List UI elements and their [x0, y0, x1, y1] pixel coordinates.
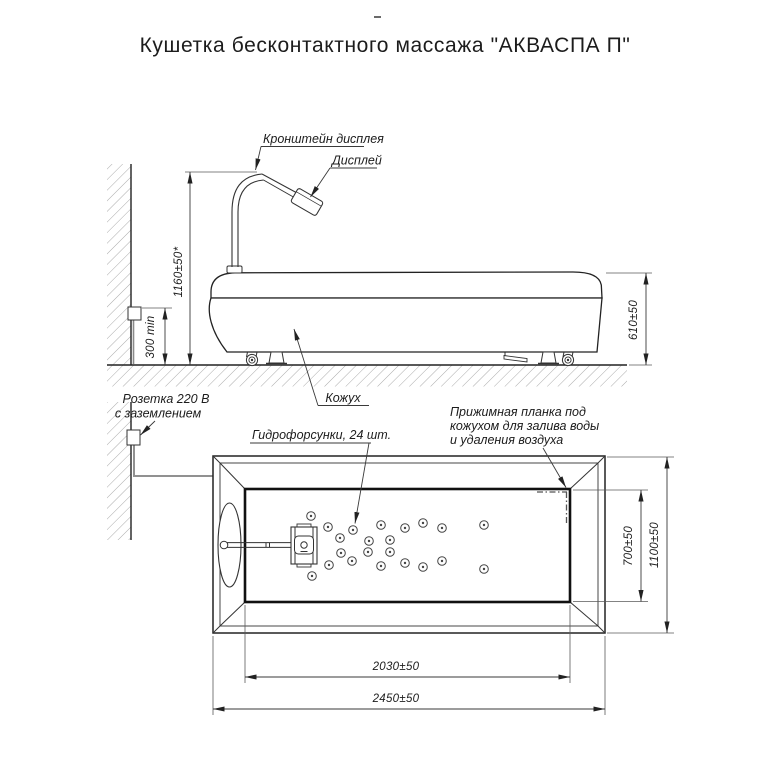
socket-label-2: с заземлением — [114, 406, 202, 421]
drain-lever — [504, 353, 527, 363]
nozzle — [419, 563, 428, 572]
side-view — [107, 132, 652, 406]
power-socket — [128, 307, 141, 320]
display-label: Дисплей — [332, 153, 382, 168]
socket-height-value: 300 min — [145, 315, 157, 359]
display-bracket-arm — [227, 174, 298, 273]
nozzle — [438, 524, 447, 533]
leveling-foot-right — [538, 352, 559, 364]
caster-wheel-right — [562, 352, 573, 366]
nozzle — [386, 536, 395, 545]
power-cable — [134, 445, 214, 476]
floor-hatch — [107, 366, 627, 387]
nozzles-label: Гидрофорсунки, 24 шт. — [252, 428, 392, 442]
display-height-value: 1160±50* — [173, 246, 185, 298]
nozzle — [377, 562, 386, 571]
inner-width-value: 700±50 — [623, 525, 635, 567]
couch-height-value: 610±50 — [628, 299, 640, 341]
wall-hatch — [107, 164, 131, 365]
outer-width-value: 1100±50 — [649, 522, 661, 568]
callout-display — [311, 154, 382, 198]
nozzle — [377, 521, 386, 530]
nozzle — [386, 548, 395, 557]
cover-label: Кожух — [325, 391, 361, 405]
nozzle — [401, 524, 410, 533]
dimension-socket-height — [142, 308, 172, 365]
nozzle — [419, 519, 428, 528]
caster-wheel-left — [246, 352, 257, 366]
nozzle — [480, 521, 489, 530]
nozzle — [337, 549, 346, 558]
nozzle — [308, 572, 317, 581]
nozzle — [307, 512, 316, 521]
couch-casing — [209, 298, 602, 352]
nozzle — [336, 534, 345, 543]
plank-label-3: и удаления воздуха — [450, 433, 564, 447]
nozzle — [348, 557, 357, 566]
leveling-foot-left — [266, 352, 287, 364]
bracket-base-box — [291, 524, 317, 567]
nozzle — [324, 523, 333, 532]
dimension-couch-height — [606, 273, 652, 365]
bracket-label: Кронштейн дисплея — [263, 132, 384, 146]
wall-hatch-lower — [107, 402, 131, 540]
dimension-outer-width — [607, 457, 674, 633]
couch-lid — [211, 272, 602, 298]
nozzle — [364, 548, 373, 557]
power-socket-plan — [127, 430, 140, 445]
nozzle — [365, 537, 374, 546]
plank-label-1: Прижимная планка под — [450, 405, 586, 419]
inner-length-value: 2030±50 — [372, 661, 420, 673]
plan-view — [107, 392, 674, 715]
drawing-title: Кушетка бесконтактного массажа "АКВАСПА П" — [139, 34, 631, 57]
svg-text:Розетка 220 В: Розетка 220 В — [122, 392, 210, 406]
outer-length-value: 2450±50 — [372, 693, 420, 705]
plank-label-2: кожухом для залива воды — [450, 419, 600, 433]
nozzle — [349, 526, 358, 535]
display — [290, 188, 323, 216]
nozzle — [325, 561, 334, 570]
dimension-outer-length — [213, 636, 605, 715]
nozzle — [480, 565, 489, 574]
nozzle — [401, 559, 410, 568]
nozzle — [438, 557, 447, 566]
